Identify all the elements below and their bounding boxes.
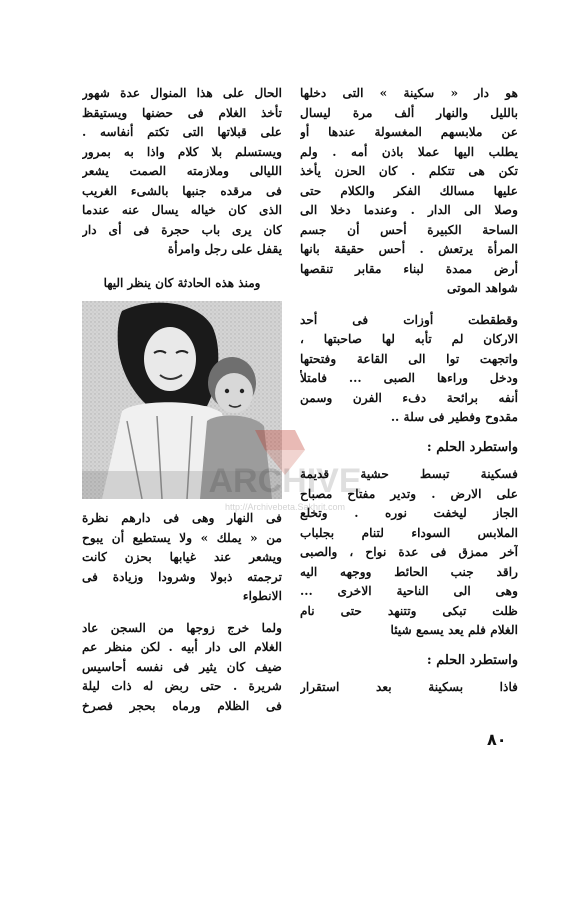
text-line: ظلت تبكى وتتنهد حتى نام xyxy=(300,603,518,618)
section-heading: واستطرد الحلم : xyxy=(426,439,518,455)
text-line: الغلام الى دار أبيه . لكن منظر عم xyxy=(82,640,282,654)
woman-and-boy-photo xyxy=(82,301,282,499)
text-line: فى مرقده جنبها بالشىء الغريب xyxy=(82,183,282,198)
text-line: بالليل والنهار ألف مرة ليسال xyxy=(300,105,518,120)
text-line: عليها مسالك الفكر والكلام حتى xyxy=(300,183,518,198)
text-line: عن ملابسهم المغسولة عندها أو xyxy=(300,125,518,139)
text-line: الليالى وملازمته الصمت يشعر xyxy=(82,164,282,178)
right-para-4 xyxy=(300,678,518,698)
right-para-1 xyxy=(300,84,518,299)
text-line: هو دار « سكينة » التى دخلها xyxy=(300,86,518,100)
text-line: تكن هى تتكلم . كان الحزن يأخذ xyxy=(300,164,518,178)
right-column xyxy=(300,84,518,698)
text-line: الغلام فلم يعد يسمع شيئا xyxy=(390,623,518,637)
illustration-photo xyxy=(82,301,282,499)
left-para-1 xyxy=(82,84,282,260)
watermark-url: http://Archivebeta.Sakhrit.com xyxy=(224,502,346,512)
text-line: وصلا الى الدار . وعندما دخلا الى xyxy=(300,203,518,217)
text-line: ويشعر عند غيابها بحزن كانت xyxy=(82,550,282,564)
text-line: كان يرى باب حجرة فى أى دار xyxy=(82,222,282,237)
text-line: مقدوح وفطير فى سلة .. xyxy=(390,410,518,424)
text-line: ودخل وراءها الصبى ... فامتلأ xyxy=(300,371,518,385)
text-line: ضيف كان يثير فى نفسه أحاسيس xyxy=(82,659,282,674)
text-line: فسكينة تبسط حشية قديمة xyxy=(300,467,518,481)
photo-caption: ومنذ هذه الحادثة كان ينظر اليها xyxy=(103,275,261,290)
text-line: أنفه برائحة دفء الفرن وسمن xyxy=(300,390,518,405)
text-line: يطلب اليها عملا باذن أمه . ولم xyxy=(300,144,518,159)
text-line: ويستسلم بلا كلام واذا به بمرور xyxy=(82,144,282,159)
left-column xyxy=(82,84,282,716)
text-line: الجاز ليخفت نوره . وتخلع xyxy=(300,506,518,520)
left-para-3 xyxy=(82,619,282,717)
text-line: فى الظلام ورماه بحجر فصرخ xyxy=(82,698,282,713)
text-line: الساحة الكبيرة أحس أن جسم xyxy=(300,222,518,237)
page-number: ٨٠ xyxy=(487,730,507,749)
text-line: وهى الى الناحية الاخرى ... xyxy=(300,584,518,598)
text-line: واتجهت توا الى القاعة وفتحتها xyxy=(300,351,518,366)
text-line: يقفل على رجل وامرأة xyxy=(167,242,282,256)
text-line: وقطقطت أوزات فى أحد xyxy=(300,312,518,327)
text-line: الحال على هذا المنوال عدة شهور xyxy=(82,86,282,100)
watermark-text: ARCHIVE xyxy=(208,462,362,500)
text-line: شواهد الموتى xyxy=(447,281,518,295)
text-line: آخر ممزق فى عدة نواح ، والصبى xyxy=(300,545,518,559)
right-para-2 xyxy=(300,311,518,428)
text-line: الانطواء xyxy=(242,589,282,603)
text-line: ترجمته ذبولا وشرودا وزيادة فى xyxy=(82,569,282,584)
text-line: شريرة . حتى ربض له ذات ليلة xyxy=(82,679,282,693)
text-line: فاذا بسكينة بعد استقرار xyxy=(300,680,518,694)
right-para-3 xyxy=(300,465,518,641)
text-line: أرض ممدة لبناء مقابر تنقصها xyxy=(300,261,518,276)
text-line: راقد جنب الحائط ووجهه اليه xyxy=(300,564,518,579)
text-line: ولما خرج زوجها من السجن عاد xyxy=(82,620,282,635)
text-line: الذى كان خياله يسال عنه عندما xyxy=(82,203,282,217)
text-line: الاركان لم تأبه لها صاحبتها ، xyxy=(300,332,518,346)
section-heading: واستطرد الحلم : xyxy=(426,652,518,668)
text-line: من « يملك » ولا يستطيع أن يبوح xyxy=(82,530,282,545)
text-line: المرأة يرتعش . أحس حقيقة بانها xyxy=(300,242,518,256)
text-line: تأخذ الغلام فى حضنها ويستيقظ xyxy=(82,105,282,120)
text-line: على الارض . وتدير مفتاح مصباح xyxy=(300,486,518,501)
text-line: فى النهار وهى فى دارهم نظرة xyxy=(82,511,282,525)
text-line: على قبلاتها التى تكتم أنفاسه . xyxy=(82,125,282,139)
text-line: الملابس السوداء لتنام بجلباب xyxy=(300,525,518,540)
left-para-2 xyxy=(82,509,282,607)
